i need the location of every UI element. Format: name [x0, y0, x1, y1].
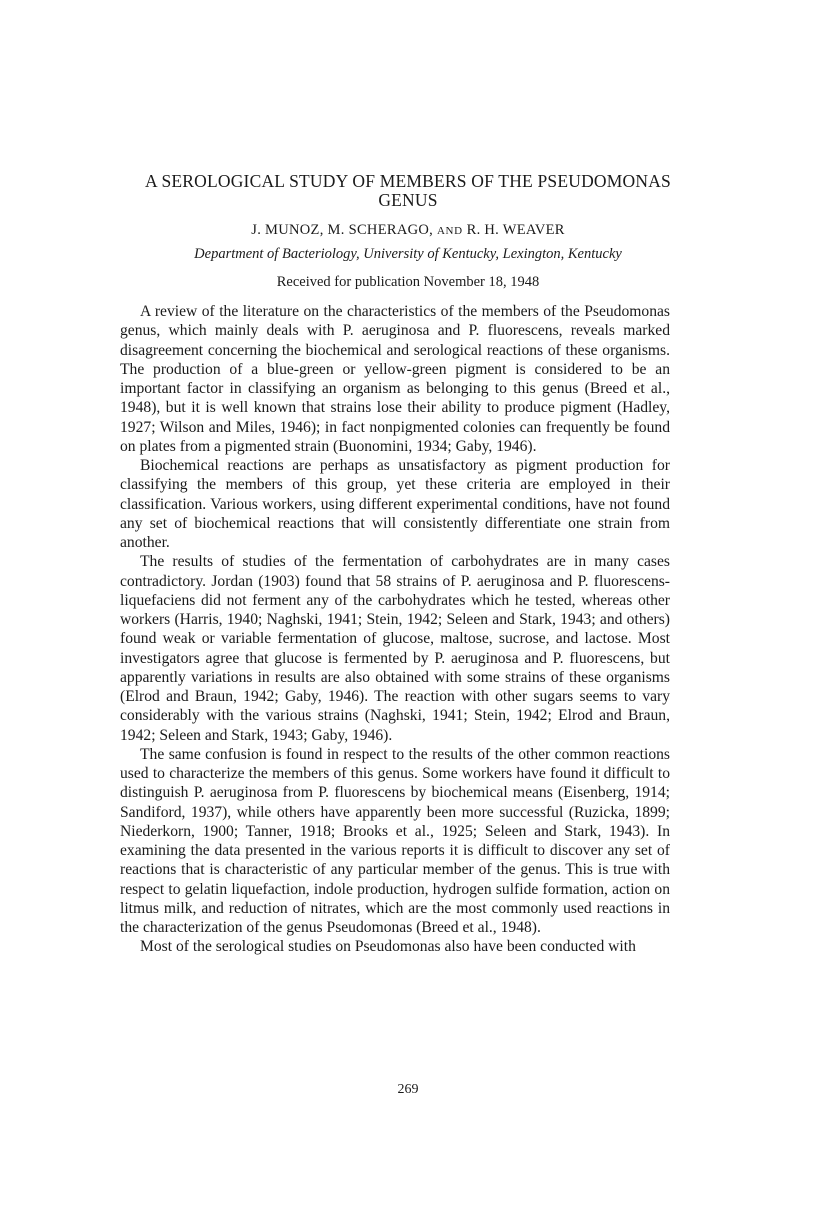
paragraph-3: The results of studies of the fermentation of carbohydrates are in many cases contradictory. Jordan (1903) found that 58 strains of P. aeruginosa and P. fluorescens-liquefaciens did not ferment any of the carbohydrates which he tested, whereas other workers (Harris, 1940; Naghski, 1941; Stein, 1942; Seleen and Stark, 1943; and others) found weak or variable fermentation of glucose, maltose, sucrose, and lactose. Most investigators agree that glucose is fermented by P. aeruginosa and P. fluorescens, but apparently variations in results are also obtained with some strains of these organisms (Elrod and Braun, 1942; Gaby, 1946). The reaction with other sugars seems to vary considerably with the various strains (Naghski, 1941; Stein, 1942; Elrod and Braun, 1942; Seleen and Stark, 1943; Gaby, 1946). [120, 553, 670, 744]
affiliation: Department of Bacteriology, University of Kentucky, Lexington, Kentucky [194, 246, 622, 262]
paragraph-2: Biochemical reactions are perhaps as unsatisfactory as pigment production for classifying the members of this group, yet these criteria are employed in their classification. Various workers, using different experimental conditions, have not found any set of biochemical reactions that will consistently differentiate one strain from another. [120, 457, 670, 551]
author-line [130, 222, 686, 239]
authors-part-1: J. MUNOZ, M. SCHERAGO, [251, 222, 434, 238]
paper-title: A SEROLOGICAL STUDY OF MEMBERS OF THE PSEUDOMONAS GENUS [145, 171, 671, 210]
page-number: 269 [397, 1082, 419, 1097]
body-text [120, 302, 670, 957]
paragraph-1: A review of the literature on the characteristics of the members of the Pseudomonas genus, which mainly deals with P. aeruginosa and P. fluorescens, reveals marked disagreement concerning the biochemical and serological reactions of these organisms. The production of a blue-green or yellow-green pigment is considered to be an important factor in classifying an organism as belonging to this genus (Breed et al., 1948), but it is well known that strains lose their ability to produce pigment (Hadley, 1927; Wilson and Miles, 1946); in fact nonpigmented colonies can frequently be found on plates from a pigmented strain (Buonomini, 1934; Gaby, 1946). [120, 303, 670, 455]
paragraph-5: Most of the serological studies on Pseudomonas also have been conducted with [140, 938, 636, 956]
received-date: Received for publication November 18, 1948 [276, 274, 540, 290]
paragraph-4: The same confusion is found in respect to the results of the other common reactions used to characterize the members of this genus. Some workers have found it difficult to distinguish P. aeruginosa from P. fluorescens by biochemical means (Eisenberg, 1914; Sandiford, 1937), while others have apparently been more successful (Ruzicka, 1899; Niederkorn, 1900; Tanner, 1918; Brooks et al., 1925; Seleen and Stark, 1943). In examining the data presented in the various reports it is difficult to discover any set of reactions that is characteristic of any particular member of the genus. This is true with respect to gelatin liquefaction, indole production, hydrogen sulfide formation, action on litmus milk, and reduction of nitrates, which are the most commonly used reactions in the characterization of the genus Pseudomonas (Breed et al., 1948). [120, 745, 670, 936]
authors-and: AND [437, 225, 463, 237]
authors-part-2: R. H. WEAVER [466, 222, 565, 238]
